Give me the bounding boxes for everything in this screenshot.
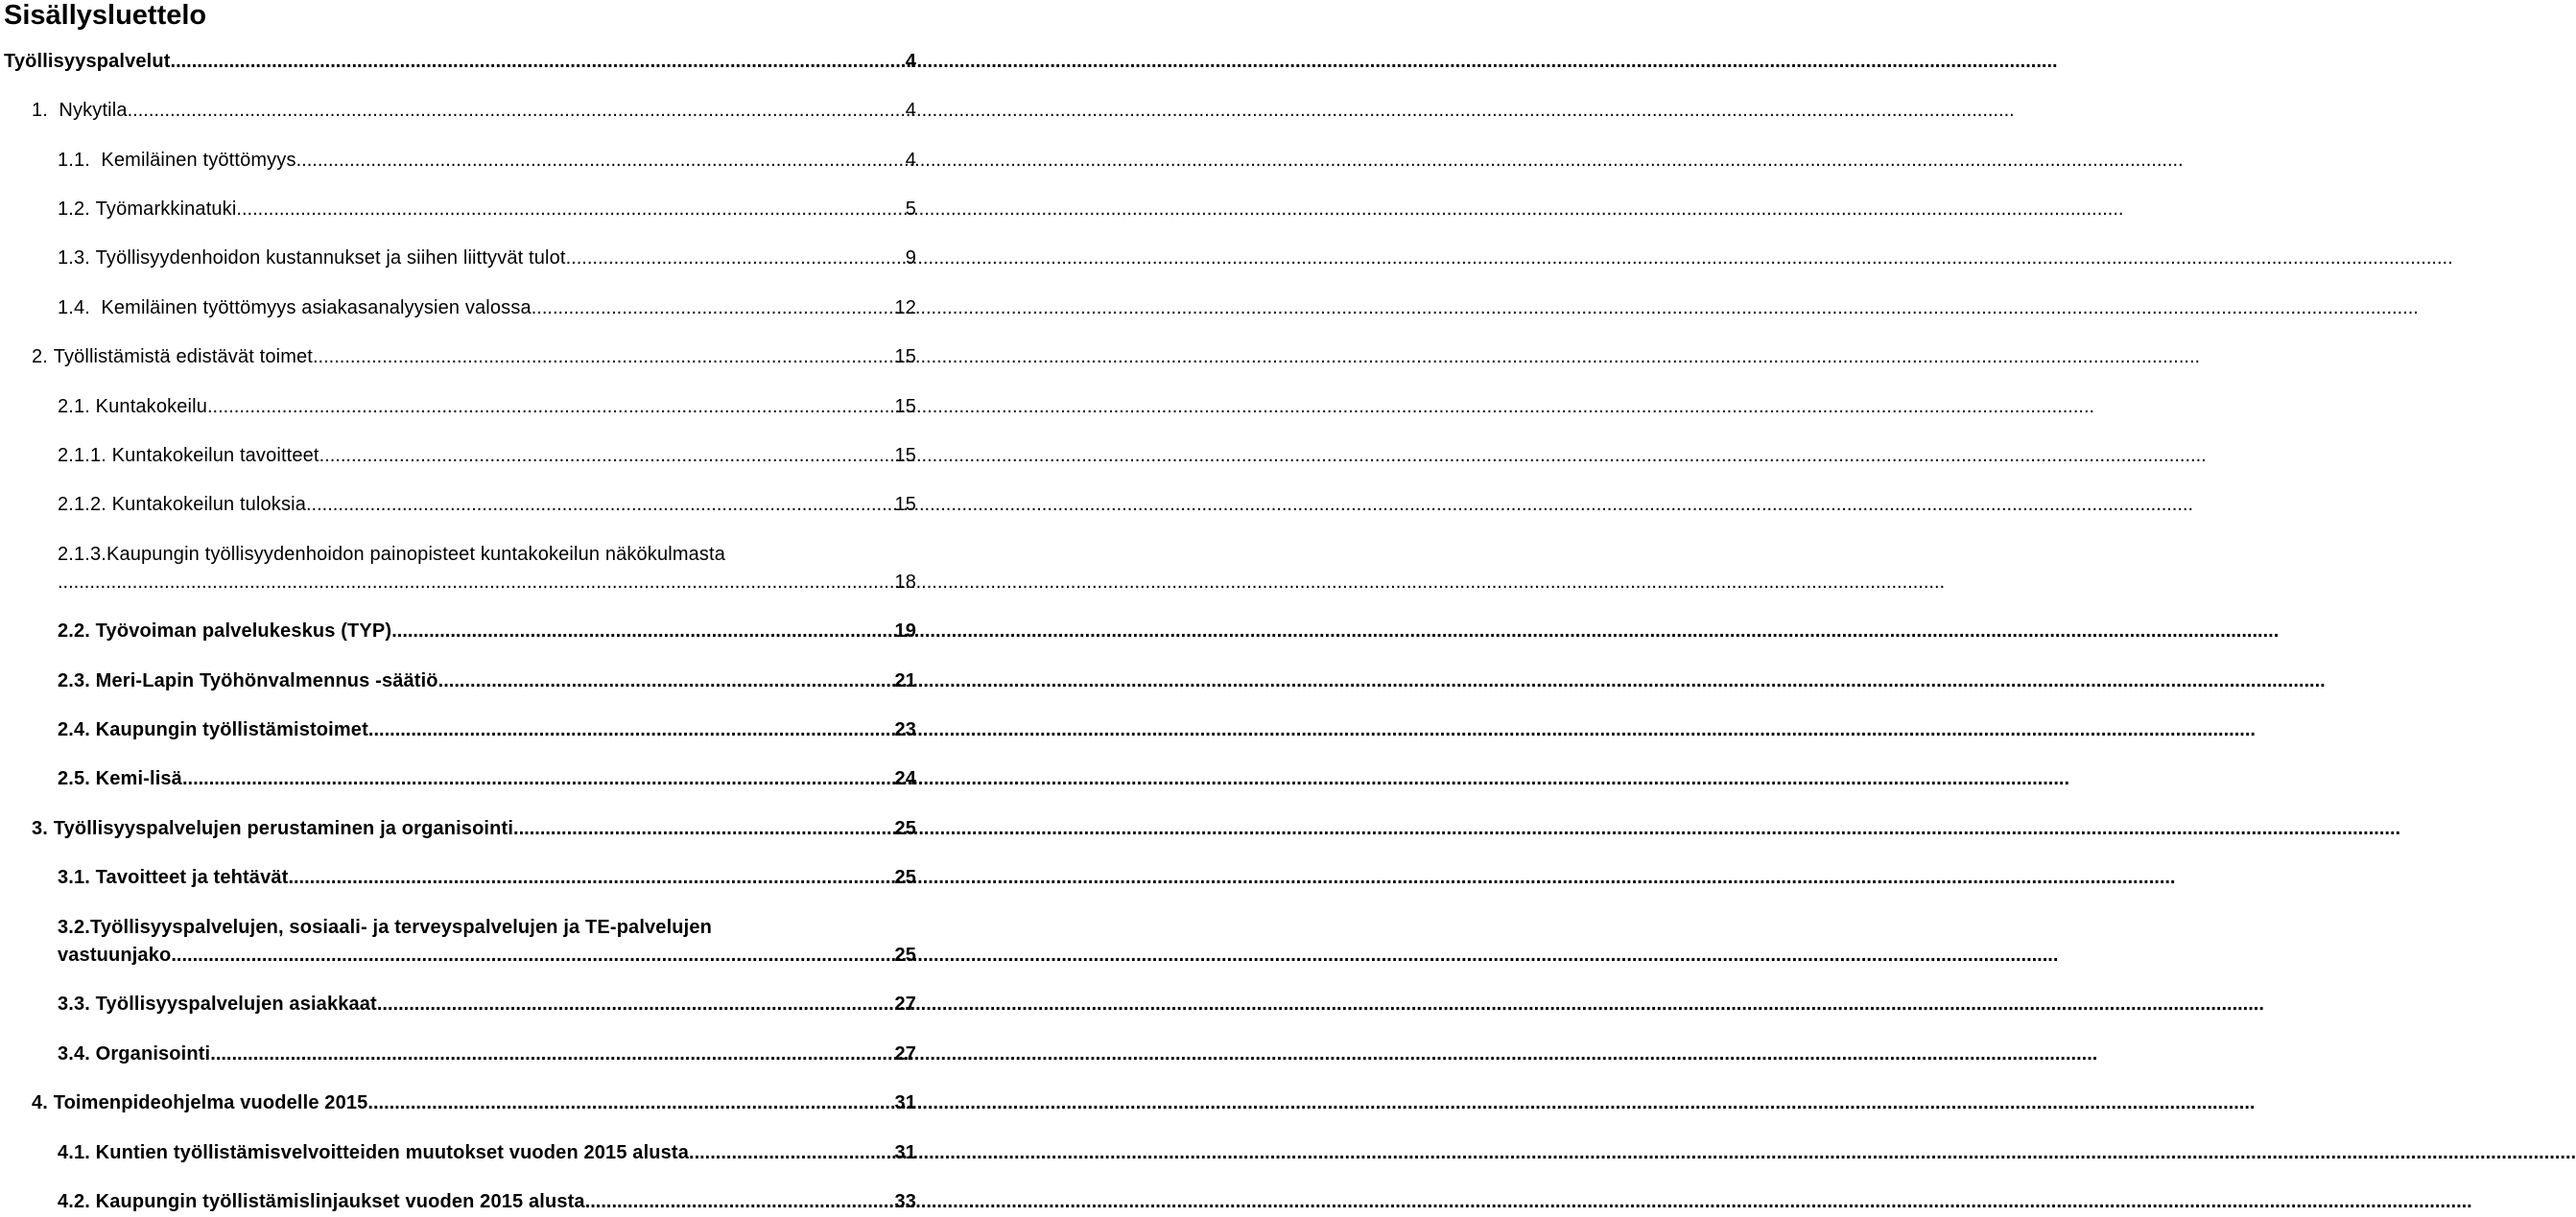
toc-entry-number: 3.4.: [58, 1043, 96, 1065]
dot-leader: [207, 397, 894, 416]
toc-entry-page: 12: [894, 297, 916, 318]
toc-entry-2-4[interactable]: [58, 713, 916, 739]
toc-entry-title: Kuntakokeilun tavoitteet: [111, 445, 319, 466]
toc-entry-number: 2.3.: [58, 670, 96, 691]
dot-leader: [689, 1143, 894, 1162]
toc-entry-number: 4.1.: [58, 1142, 96, 1163]
toc-entry-number: 3.2.: [58, 917, 90, 938]
toc-entry-number: 3.3.: [58, 994, 96, 1015]
dot-leader: [566, 248, 906, 268]
toc-entry-number: 3.: [32, 818, 54, 839]
toc-entry-page: 23: [894, 719, 916, 740]
toc-entry-title: Työllistämistä edistävät toimet: [53, 346, 313, 367]
toc-entry-page: 15: [894, 346, 916, 367]
toc-entry-page: 4: [905, 150, 916, 171]
dot-leader: [306, 495, 894, 514]
dot-leader: [128, 101, 906, 120]
toc-entry-3-3[interactable]: [58, 987, 916, 1014]
toc-entry-title: Organisointi: [95, 1043, 211, 1065]
dot-leader: [367, 1093, 894, 1112]
toc-entry-title: Työllisyyspalvelujen perustaminen ja organisointi: [53, 818, 514, 839]
toc-entry-page: 27: [894, 1043, 916, 1065]
toc-entry-page: 21: [894, 670, 916, 691]
dot-leader: [182, 769, 895, 788]
toc-entry-number: 1.3.: [58, 247, 96, 269]
dot-leader: [313, 347, 894, 366]
toc-entry-2-1-3[interactable]: [58, 537, 725, 564]
toc-entry-page: 19: [894, 620, 916, 642]
dot-leader: [171, 946, 894, 965]
toc-entry-page: 5: [905, 199, 916, 220]
toc-entry-number: 1.4.: [58, 297, 102, 318]
toc-entry-1-3[interactable]: [58, 241, 916, 268]
toc-entry-title: Kuntakokeilu: [95, 396, 207, 417]
dot-leader: [319, 446, 895, 465]
toc-entry-2-2[interactable]: [58, 614, 916, 641]
toc-entry-page: 18: [894, 572, 916, 593]
page-title: Sisällysluettelo: [4, 0, 207, 31]
toc-entry-page: 31: [894, 1142, 916, 1163]
dot-leader: [513, 819, 894, 838]
dot-leader: [288, 868, 894, 887]
dot-leader: [58, 573, 894, 592]
toc-entry-number: 3.1.: [58, 867, 96, 888]
toc-entry-tyollisyyspalvelut[interactable]: [4, 44, 916, 71]
toc-entry-title: Kaupungin työllisyydenhoidon painopisteet kuntakokeilun näkökulmasta: [106, 544, 726, 565]
dot-leader: [585, 1192, 895, 1211]
toc-entry-3-2-continuation[interactable]: [58, 938, 916, 965]
toc-entry-page: 25: [894, 818, 916, 839]
toc-entry-1[interactable]: [32, 93, 916, 120]
toc-entry-number: 4.2.: [58, 1191, 96, 1212]
toc-entry-number: 2.: [32, 346, 54, 367]
dot-leader: [236, 199, 905, 219]
dot-leader: [296, 151, 906, 170]
toc-entry-2[interactable]: [32, 339, 916, 366]
toc-entry-title: Kaupungin työllistämistoimet: [95, 719, 368, 740]
toc-entry-title: Toimenpideohjelma vuodelle 2015: [53, 1092, 368, 1113]
toc-entry-4[interactable]: [32, 1086, 916, 1112]
toc-entry-title: Työllisyyspalvelujen, sosiaali- ja terveyspalvelujen ja TE-palvelujen: [89, 917, 713, 938]
toc-entry-3[interactable]: [32, 811, 916, 838]
toc-entry-1-1[interactable]: [58, 143, 916, 170]
toc-entry-page: 24: [894, 768, 916, 789]
toc-entry-title: vastuunjako: [58, 945, 172, 966]
toc-entry-number: 2.1.3.: [58, 544, 106, 565]
toc-entry-number: 2.2.: [58, 620, 96, 642]
dot-leader: [377, 995, 895, 1014]
toc-entry-title: Työvoiman palvelukeskus (TYP): [95, 620, 392, 642]
toc-entry-3-1[interactable]: [58, 860, 916, 887]
toc-entry-number: 2.5.: [58, 768, 96, 789]
toc-entry-4-2[interactable]: [58, 1184, 916, 1211]
toc-entry-page: 4: [905, 51, 916, 72]
toc-entry-page: 15: [894, 445, 916, 466]
toc-entry-number: 4.: [32, 1092, 54, 1113]
toc-entry-number: 2.1.2.: [58, 494, 112, 515]
toc-entry-title: Meri-Lapin Työhönvalmennus -säätiö: [95, 670, 438, 691]
toc-entry-1-2[interactable]: [58, 192, 916, 219]
dot-leader: [391, 621, 894, 641]
toc-entry-number: 2.1.: [58, 396, 96, 417]
dot-leader: [368, 720, 895, 739]
toc-entry-3-2[interactable]: [58, 910, 712, 937]
toc-entry-title: Työllisyydenhoidon kustannukset ja siihen liittyvät tulot: [95, 247, 566, 269]
toc-entry-page: 33: [894, 1191, 916, 1212]
toc-entry-number: 2.4.: [58, 719, 96, 740]
toc-entry-2-1-2[interactable]: [58, 487, 916, 514]
toc-entry-number: 1.2.: [58, 199, 96, 220]
toc-entry-title: Kemi-lisä: [95, 768, 182, 789]
toc-entry-2-5[interactable]: [58, 761, 916, 788]
toc-entry-number: 1.1.: [58, 150, 102, 171]
toc-entry-2-3[interactable]: [58, 664, 916, 690]
dot-leader: [171, 52, 906, 71]
toc-entry-2-1[interactable]: [58, 389, 916, 416]
toc-entry-title: Työmarkkinatuki: [95, 199, 237, 220]
toc-entry-4-1[interactable]: [58, 1135, 916, 1162]
toc-entry-page: 15: [894, 396, 916, 417]
toc-entry-page: 15: [894, 494, 916, 515]
toc-entry-number: 2.1.1.: [58, 445, 112, 466]
table-of-contents: [0, 0, 921, 1217]
dot-leader: [438, 671, 895, 690]
toc-entry-title: Kuntakokeilun tuloksia: [111, 494, 306, 515]
toc-entry-title: Työllisyyspalvelujen asiakkaat: [95, 994, 377, 1015]
toc-entry-2-1-1[interactable]: [58, 438, 916, 465]
toc-entry-3-4[interactable]: [58, 1037, 916, 1064]
toc-entry-page: 31: [894, 1092, 916, 1113]
dot-leader: [210, 1044, 894, 1064]
toc-entry-page: 4: [905, 100, 916, 121]
toc-entry-title: Kemiläinen työttömyys asiakasanalyysien valossa: [101, 297, 532, 318]
toc-entry-page: 9: [905, 247, 916, 269]
toc-entry-page: 27: [894, 994, 916, 1015]
toc-entry-title: Kemiläinen työttömyys: [101, 150, 296, 171]
toc-entry-1-4[interactable]: [58, 291, 916, 317]
toc-entry-page: 25: [894, 945, 916, 966]
toc-entry-page: 25: [894, 867, 916, 888]
toc-entry-title: Työllisyyspalvelut: [4, 51, 171, 72]
toc-entry-title: Kaupungin työllistämislinjaukset vuoden 2015 alusta: [95, 1191, 585, 1212]
dot-leader: [532, 298, 895, 317]
toc-entry-2-1-3-continuation[interactable]: [58, 565, 916, 592]
toc-entry-number: 1.: [32, 100, 59, 121]
toc-entry-title: Nykytila: [59, 100, 128, 121]
toc-entry-title: Kuntien työllistämisvelvoitteiden muutokset vuoden 2015 alusta: [95, 1142, 690, 1163]
toc-entry-title: Tavoitteet ja tehtävät: [95, 867, 289, 888]
